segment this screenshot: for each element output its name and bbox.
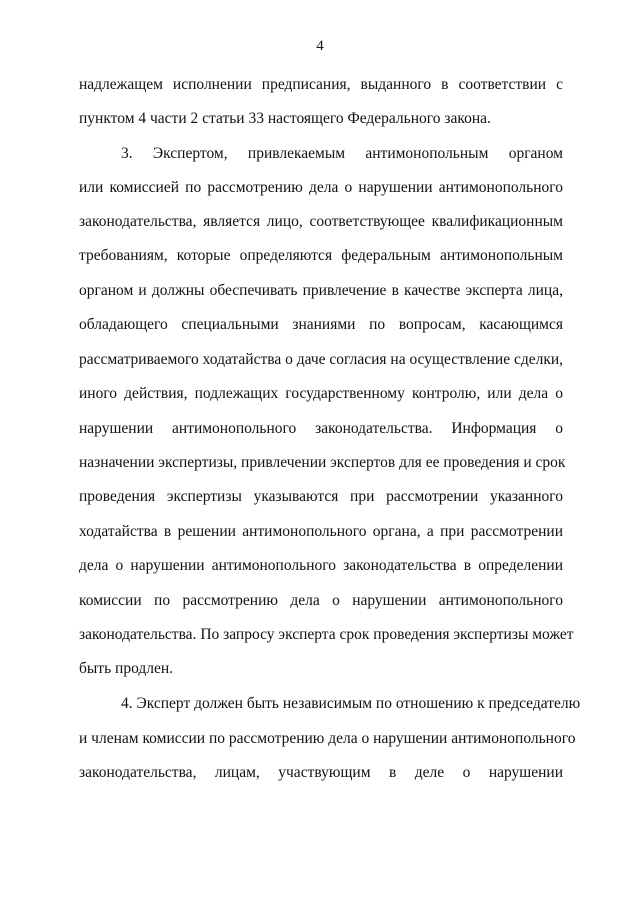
- text-line: органом и должны обеспечивать привлечение в качестве эксперта лица,: [79, 282, 563, 299]
- text-line: надлежащем исполнении предписания, выданного в соответствии с: [79, 76, 563, 93]
- text-line: требованиям, которые определяются федеральным антимонопольным: [79, 247, 563, 264]
- text-line: пунктом 4 части 2 статьи 33 настоящего Федерального закона.: [79, 110, 491, 127]
- text-line: комиссии по рассмотрению дела о нарушении антимонопольного: [79, 592, 563, 609]
- text-line: назначении экспертизы, привлечении экспертов для ее проведения и срок: [79, 454, 566, 471]
- text-line: нарушении антимонопольного законодательства. Информация о: [79, 420, 563, 437]
- text-line: законодательства, является лицо, соответствующее квалификационным: [79, 213, 563, 230]
- text-line: законодательства. По запросу эксперта срок проведения экспертизы может: [79, 626, 574, 643]
- text-line: и членам комиссии по рассмотрению дела о нарушении антимонопольного: [79, 730, 576, 747]
- text-line: 4. Эксперт должен быть независимым по отношению к председателю: [121, 695, 581, 712]
- page-number: 4: [316, 38, 324, 54]
- text-line: проведения экспертизы указываются при рассмотрении указанного: [79, 488, 563, 505]
- text-line: 3. Экспертом, привлекаемым антимонопольным органом: [121, 145, 563, 162]
- text-line: законодательства, лицам, участвующим в деле о нарушении: [79, 764, 563, 781]
- text-line: иного действия, подлежащих государственному контролю, или дела о: [79, 385, 563, 402]
- text-line: ходатайства в решении антимонопольного органа, а при рассмотрении: [79, 523, 563, 540]
- text-line: дела о нарушении антимонопольного законодательства в определении: [79, 557, 563, 574]
- text-line: или комиссией по рассмотрению дела о нарушении антимонопольного: [79, 179, 563, 196]
- text-line: обладающего специальными знаниями по вопросам, касающимся: [79, 316, 563, 333]
- text-line: рассматриваемого ходатайства о даче согласия на осуществление сделки,: [79, 351, 564, 368]
- text-line: быть продлен.: [79, 660, 174, 677]
